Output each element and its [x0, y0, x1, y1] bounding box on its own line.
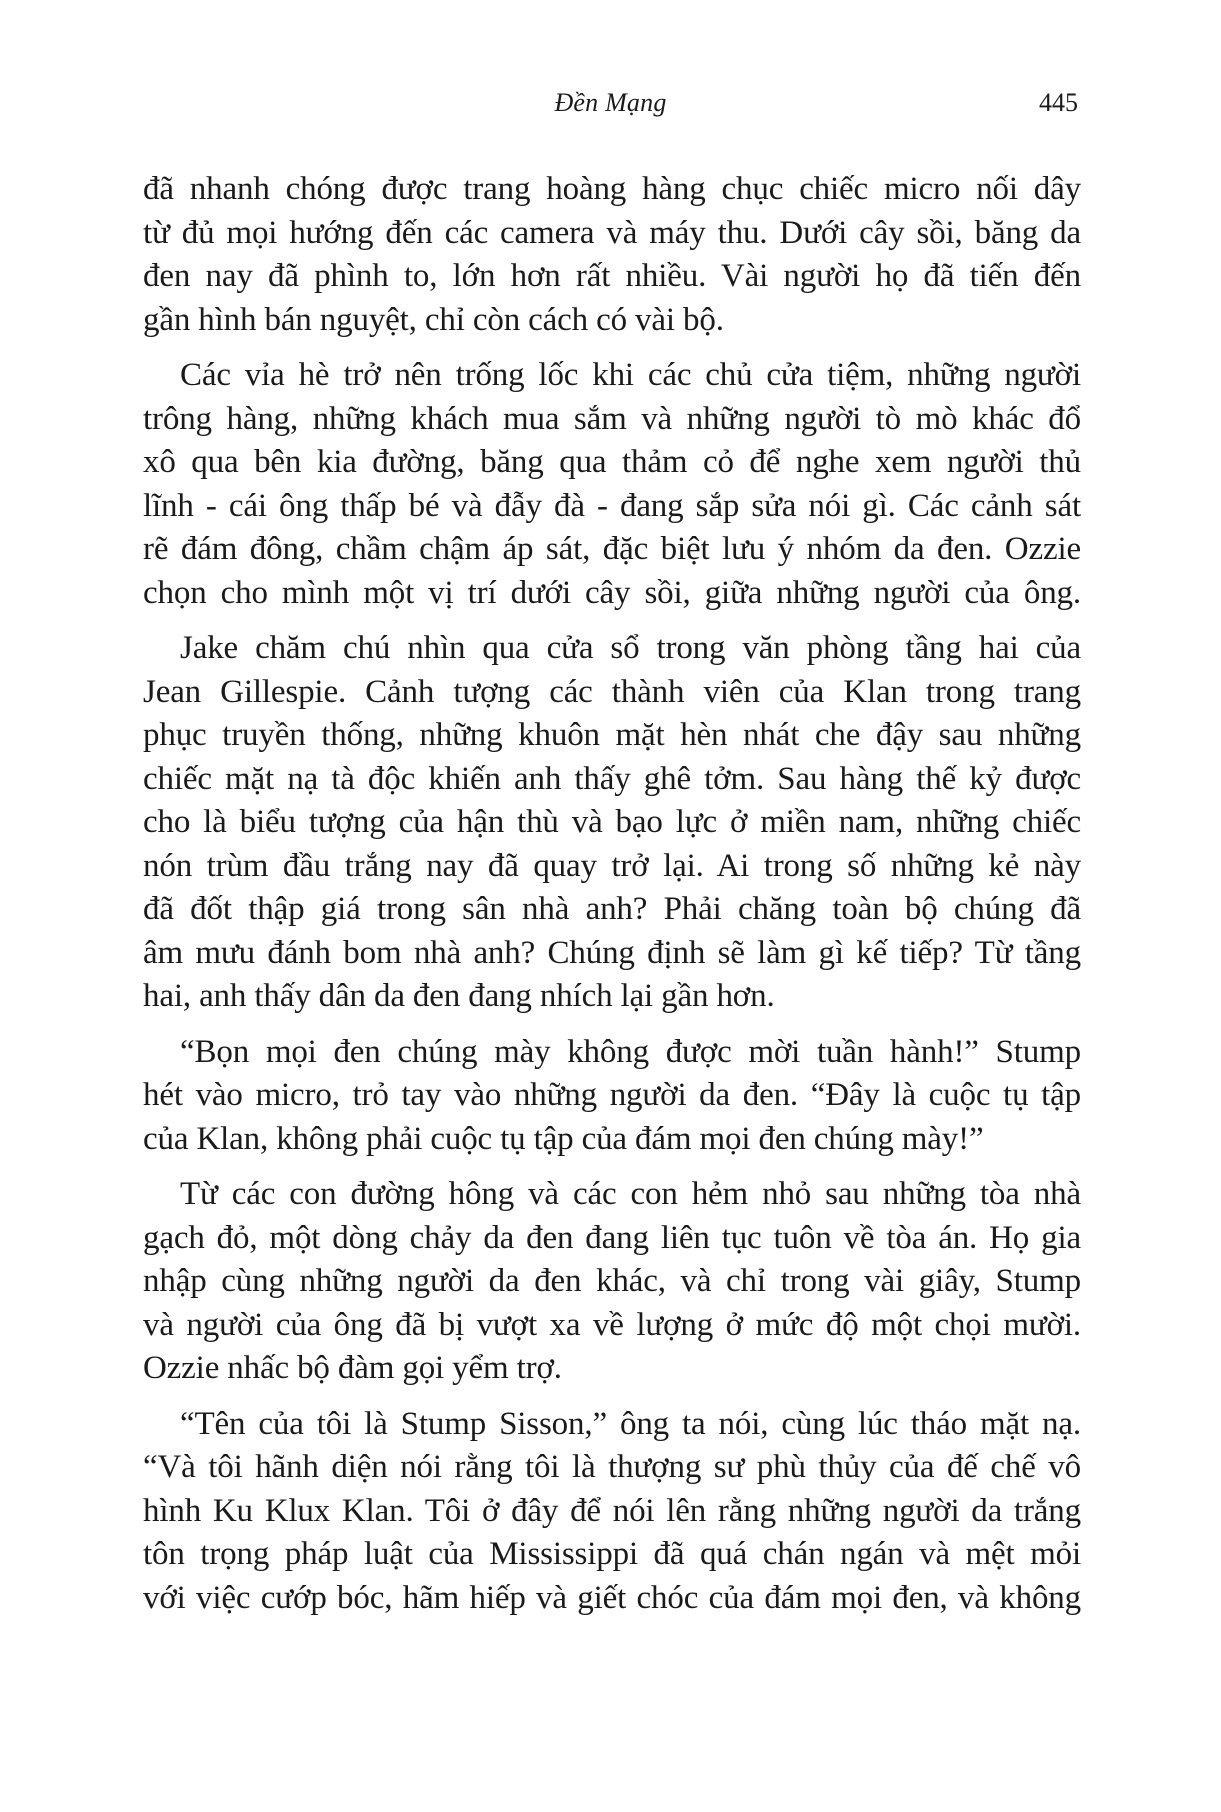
paragraph-1 [143, 168, 1081, 342]
text-line: gạch đỏ, một dòng chảy da đen đang liên tục tuôn về tòa án. Họ gia [143, 1219, 1081, 1256]
paragraph-2 [143, 354, 1081, 615]
running-header [0, 88, 1221, 128]
text-line: phục truyền thống, những khuôn mặt hèn nhát che đậy sau những [143, 717, 1081, 753]
text-line: của Klan, không phải cuộc tụ tập của đám mọi đen chúng mày!” [143, 1120, 984, 1157]
text-line: với việc cướp bóc, hãm hiếp và giết chóc của đám mọi đen, và không [143, 1579, 1081, 1616]
paragraph-6 [143, 1403, 1081, 1621]
text-line: và người của ông đã bị vượt xa về lượng ở mức độ một chọi mười. [143, 1306, 1081, 1343]
paragraph-5 [143, 1173, 1081, 1391]
text-line: đã đốt thập giá trong sân nhà anh? Phải chăng toàn bộ chúng đã [143, 891, 1081, 927]
page-number: 445 [1039, 88, 1078, 117]
text-line: Jean Gillespie. Cảnh tượng các thành viên của Klan trong trang [143, 673, 1081, 710]
text-line: âm mưu đánh bom nhà anh? Chúng định sẽ làm gì kế tiếp? Từ tầng [143, 934, 1081, 971]
text-line: tôn trọng pháp luật của Mississippi đã quá chán ngán và mệt mỏi [143, 1536, 1081, 1572]
text-line: lĩnh - cái ông thấp bé và đẫy đà - đang sắp sửa nói gì. Các cảnh sát [143, 487, 1081, 524]
text-line: “Tên của tôi là Stump Sisson,” ông ta nói, cùng lúc tháo mặt nạ. [180, 1405, 1081, 1442]
paragraph-4 [143, 1031, 1081, 1162]
text-line: chọn cho mình một vị trí dưới cây sồi, giữa những người của ông. [143, 574, 1081, 611]
book-title: Đền Mạng [554, 88, 667, 117]
text-line: hình Ku Klux Klan. Tôi ở đây để nói lên rằng những người da trắng [143, 1492, 1081, 1529]
text-line: Các vỉa hè trở nên trống lốc khi các chủ cửa tiệm, những người [180, 357, 1081, 393]
text-line: trông hàng, những khách mua sắm và những người tò mò khác đổ [143, 400, 1081, 437]
text-line: gần hình bán nguyệt, chỉ còn cách có vài bộ. [143, 301, 724, 338]
text-line: hét vào micro, trỏ tay vào những người da đen. “Đây là cuộc tụ tập [143, 1077, 1081, 1113]
text-line: đen nay đã phình to, lớn hơn rất nhiều. Vài người họ đã tiến đến [143, 258, 1081, 294]
text-line: đã nhanh chóng được trang hoàng hàng chục chiếc micro nối dây [143, 171, 1081, 207]
paragraph-3 [143, 627, 1081, 1019]
text-line: từ đủ mọi hướng đến các camera và máy thu. Dưới cây sồi, băng da [143, 214, 1081, 251]
text-line: “Và tôi hãnh diện nói rằng tôi là thượng sư phù thủy của đế chế vô [143, 1449, 1081, 1485]
text-line: Ozzie nhấc bộ đàm gọi yểm trợ. [143, 1350, 562, 1386]
text-line: chiếc mặt nạ tà độc khiến anh thấy ghê tởm. Sau hàng thế kỷ được [143, 760, 1081, 797]
text-line: rẽ đám đông, chầm chậm áp sát, đặc biệt lưu ý nhóm da đen. Ozzie [143, 531, 1081, 567]
text-line: cho là biểu tượng của hận thù và bạo lực ở miền nam, những chiếc [143, 804, 1081, 840]
text-line: Jake chăm chú nhìn qua cửa sổ trong văn phòng tầng hai của [180, 630, 1081, 666]
text-line: “Bọn mọi đen chúng mày không được mời tuần hành!” Stump [180, 1033, 1081, 1070]
text-line: nhập cùng những người da đen khác, và chỉ trong vài giây, Stump [143, 1263, 1081, 1299]
page-body [143, 168, 1081, 1632]
text-line: Từ các con đường hông và các con hẻm nhỏ sau những tòa nhà [180, 1176, 1081, 1212]
text-line: nón trùm đầu trắng nay đã quay trở lại. Ai trong số những kẻ này [143, 847, 1081, 884]
text-line: hai, anh thấy dân da đen đang nhích lại gần hơn. [143, 978, 775, 1014]
text-line: xô qua bên kia đường, băng qua thảm cỏ để nghe xem người thủ [143, 444, 1081, 480]
